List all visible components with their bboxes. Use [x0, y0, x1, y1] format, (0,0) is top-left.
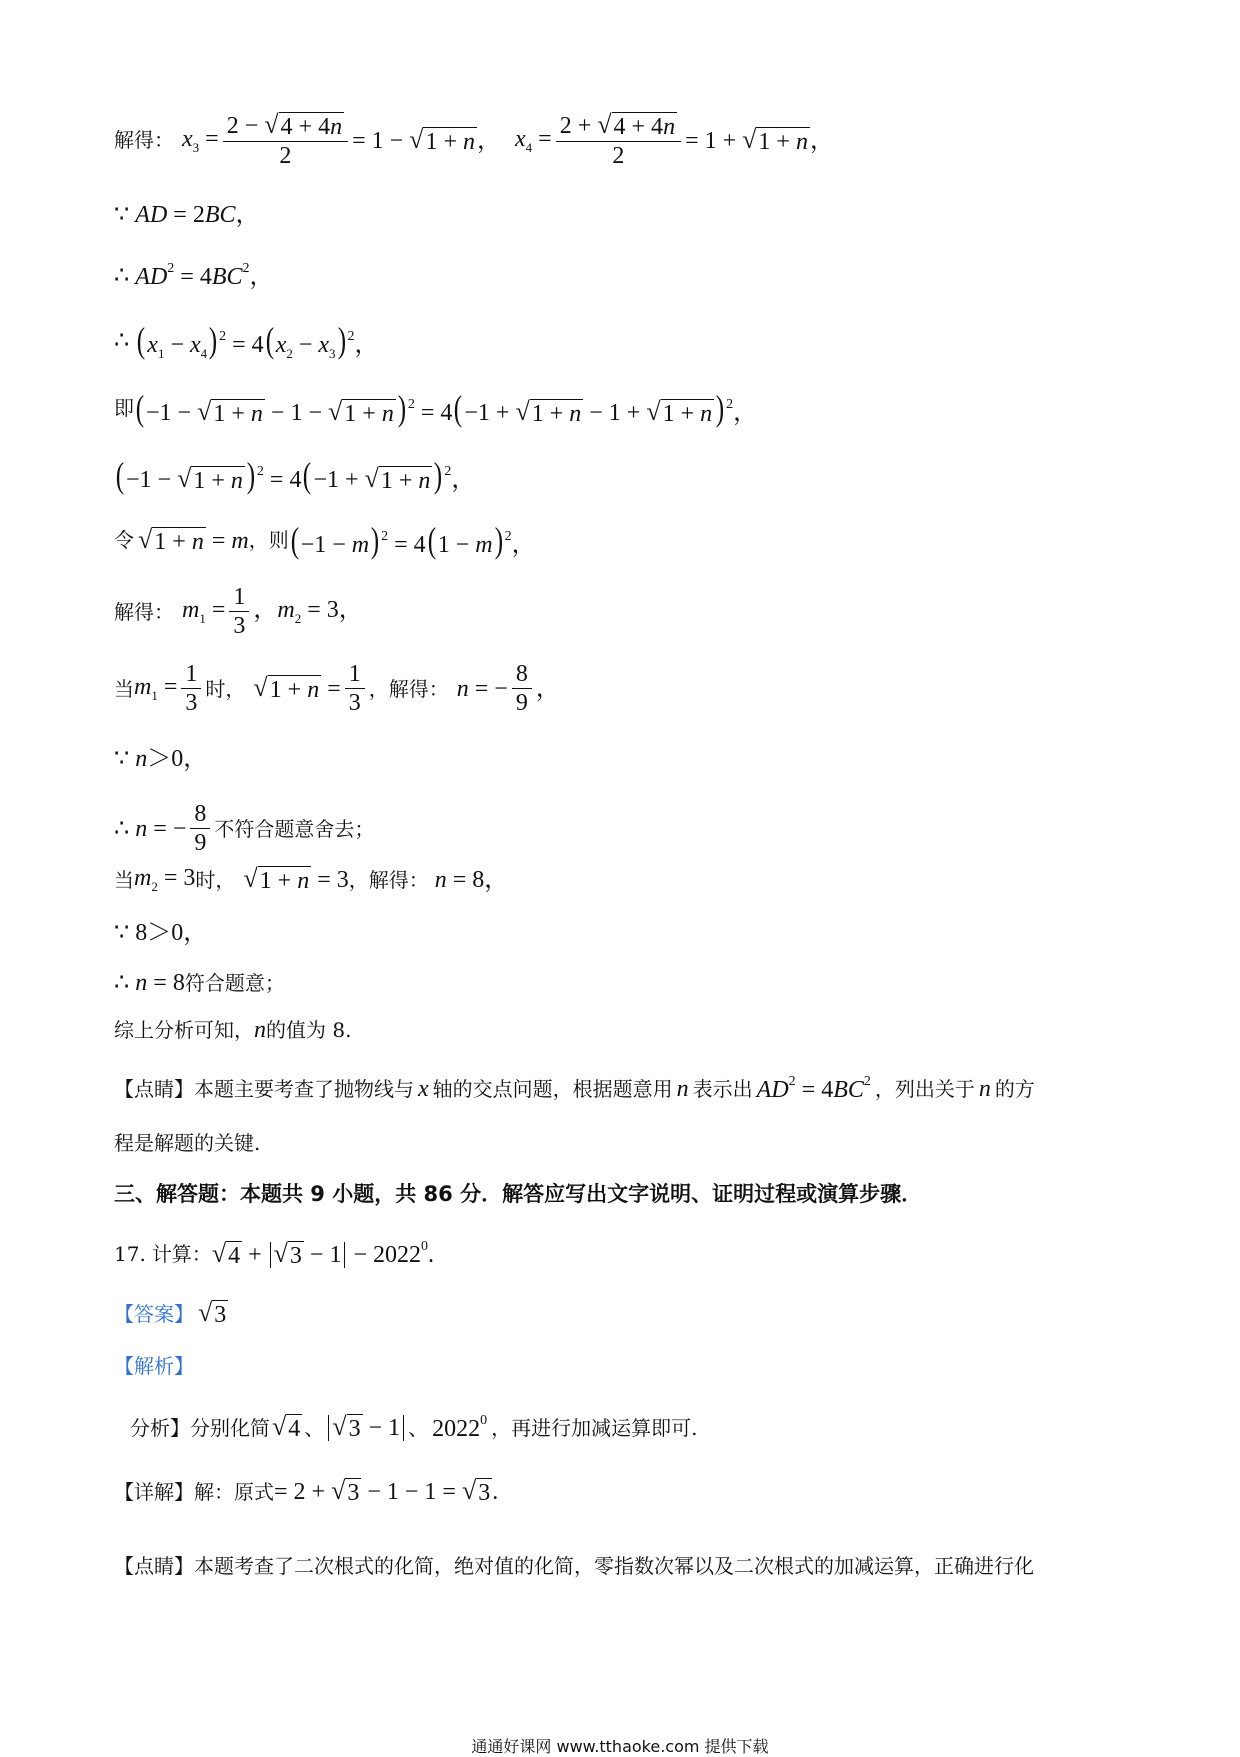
q17-question: 17. 计算： √ 4 + √ 3 − $1 - 2022^0$.	[114, 1239, 435, 1269]
q17-analysis-label: 【解析】	[114, 1354, 194, 1378]
q17-detail: 【详解】 解：原式 = 2 + √ 3 − 1 − 1 = √ 3 .	[114, 1476, 499, 1506]
footer: 通通好课网 www.tthaoke.com 提供下载	[471, 1737, 769, 1756]
q17-answer: 【答案】 √ 3	[114, 1298, 227, 1328]
note-1-line-1: 【点睛】 本题主要考查了抛物线与 x 轴的交点问题，根据题意用 n 表示出 $AD^2 = 4BC^2$ ，列出关于 n 的方	[114, 1074, 1035, 1103]
eight-positive: ∵ 8＞0，	[114, 920, 208, 946]
accept-case: ∴ n = 8 符合题意；	[114, 970, 285, 996]
step-x-diff: ∴ $(x_1 - x_4) ^2 = 4(x_2 - x_3)$ $^2$，	[114, 320, 379, 361]
note-1-line-2: 程是解题的关键.	[114, 1131, 261, 1155]
step-ad-2bc: ∵ AD = 2BC，	[114, 202, 260, 228]
solution-x3-x4: 解得： $x_3$ = 2 − √ 4 + 4n 2 = 1 − √ 1 + n ， $x_4$ = 2 + √ 4 + 4n 2 = 1 + √ 1 + n ，	[114, 110, 834, 169]
step-let-m: 令 √ 1 + n = m ，则 (−1 − m) $^2$ = 4(1 − m) $^2$，	[114, 520, 536, 560]
step-ad-squared: ∴ $AD^2 = 4BC^2$，	[114, 261, 274, 290]
step-simplified: (−1 − √ 1 + n ) $^2$ = 4(−1 + √ 1 + n ) $^2$，	[115, 455, 476, 495]
n-positive: ∵ n＞0，	[114, 746, 208, 772]
case-m2: 当 $m_2 = 3$ 时， √ 1 + n = 3 ，解得： n = 8，	[114, 864, 509, 894]
q17-analysis: 分析】 分别化简 √ 4 、 √ 3 − 1 、 2022$^0$ ，再进行加减运算即可.	[130, 1412, 698, 1442]
step-solve-m: 解得： $m_1$ = $\frac{1}{3}$ ，$m_2 = 3$，	[114, 584, 363, 639]
section-heading: 三、解答题：本题共 9 小题，共 86 分．解答应写出文字说明、证明过程或演算步骤．	[114, 1182, 923, 1206]
reject-case: ∴ n = − $\frac{8}{9}$ 不符合题意舍去；	[114, 801, 375, 856]
case-m1: 当 $m_1$ = $\frac{1}{3}$ 时， √ 1 + n = $\frac{1}{3}$ ，解得： n = − $\frac{8}{9}$ ，	[114, 661, 560, 716]
summary: 综上分析可知， n 的值为 8.	[114, 1017, 352, 1043]
q17-note: 【点睛】 本题考查了二次根式的化简，绝对值的化简，零指数次幂以及二次根式的加减运算，正确进行化	[114, 1554, 1034, 1578]
step-substitute: 即 (−1 − √ 1 + n − 1 − √ 1 + n ) $^2$ = 4(−1 + √ 1 + n − 1 + √ 1 + n ) $^2$，	[114, 388, 758, 428]
